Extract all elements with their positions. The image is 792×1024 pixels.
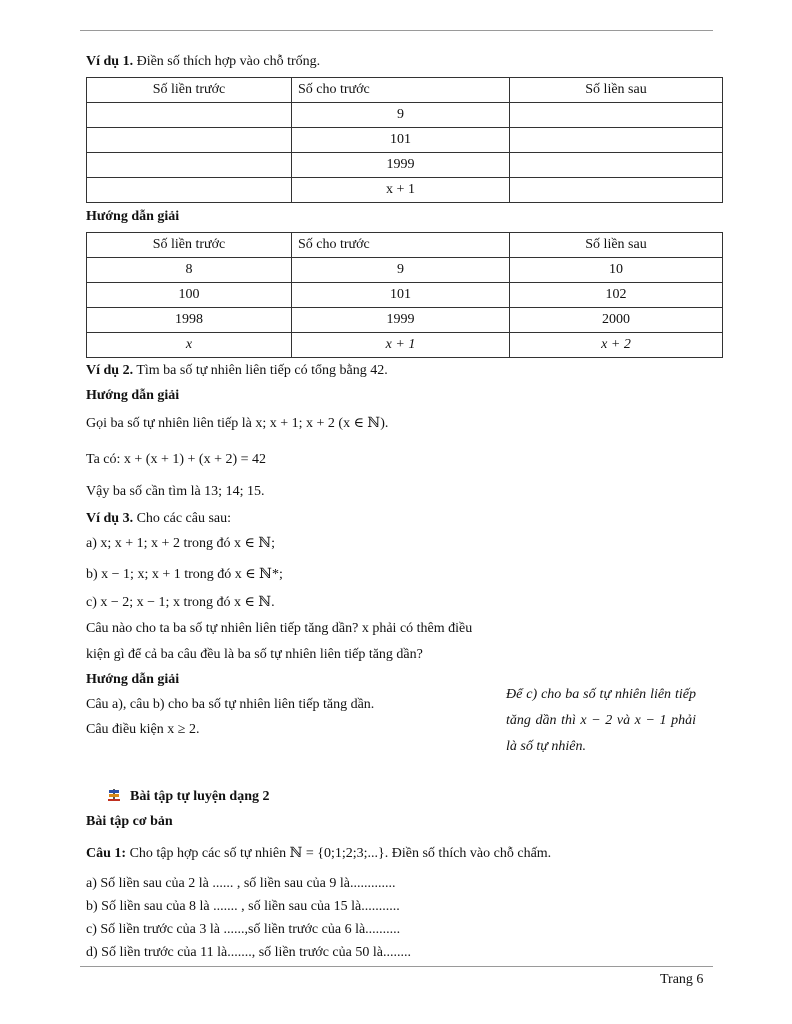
table-cell: 9 bbox=[292, 103, 510, 128]
table-row bbox=[87, 283, 723, 308]
ex2-line-3: Vậy ba số cần tìm là 13; 14; 15. bbox=[86, 484, 265, 499]
ex3-item-b: b) x − 1; x; x + 1 trong đó x ∈ ℕ*; bbox=[86, 567, 283, 582]
ex3-answer-2: Câu điều kiện x ≥ 2. bbox=[86, 722, 200, 737]
table-row bbox=[87, 333, 723, 358]
table-cell bbox=[87, 103, 292, 128]
ex3-heading bbox=[86, 510, 231, 528]
ex3-text: Cho các câu sau: bbox=[133, 511, 232, 526]
header-cell: Số liền trước bbox=[87, 233, 292, 258]
practice-item-d: d) Số liền trước của 11 là......., số liền trước của 50 là........ bbox=[86, 945, 411, 960]
table-cell: 9 bbox=[292, 258, 510, 283]
flag-bullet-icon bbox=[108, 789, 120, 801]
ex3-title: Ví dụ 3. bbox=[86, 511, 134, 526]
ex3-solution-heading: Hướng dẫn giải bbox=[86, 672, 180, 687]
table-cell: 1999 bbox=[292, 308, 510, 333]
table-cell bbox=[510, 178, 723, 203]
sol1-heading: Hướng dẫn giải bbox=[86, 209, 180, 224]
table-header-row bbox=[87, 78, 723, 103]
table-row bbox=[87, 153, 723, 178]
ex3-item-c: c) x − 2; x − 1; x trong đó x ∈ ℕ. bbox=[86, 595, 275, 610]
table-cell bbox=[510, 153, 723, 178]
ex2-text: Tìm ba số tự nhiên liên tiếp có tổng bằng 42. bbox=[133, 363, 388, 378]
header-cell: Số cho trước bbox=[292, 233, 510, 258]
table-cell: 8 bbox=[87, 258, 292, 283]
table-cell: 100 bbox=[87, 283, 292, 308]
table-cell: 10 bbox=[510, 258, 723, 283]
header-cell: Số liền trước bbox=[87, 78, 292, 103]
header-cell: Số liền sau bbox=[510, 233, 723, 258]
practice-section-label: Bài tập tự luyện dạng 2 bbox=[130, 789, 270, 804]
table-cell: 1998 bbox=[87, 308, 292, 333]
practice-item-a: a) Số liền sau của 2 là ...... , số liền sau của 9 là............. bbox=[86, 876, 396, 891]
ex1-title: Ví dụ 1. bbox=[86, 54, 134, 69]
ex2-heading bbox=[86, 362, 388, 380]
ex3-answer-1: Câu a), câu b) cho ba số tự nhiên liên tiếp tăng dần. bbox=[86, 697, 375, 712]
table-row bbox=[87, 258, 723, 283]
table-cell: 101 bbox=[292, 283, 510, 308]
footer-rule bbox=[80, 966, 713, 967]
table-cell bbox=[510, 128, 723, 153]
table-cell: 2000 bbox=[510, 308, 723, 333]
table-cell: x + 1 bbox=[292, 333, 510, 358]
table-row bbox=[87, 308, 723, 333]
table-cell: x + 2 bbox=[510, 333, 723, 358]
ex2-line-1: Gọi ba số tự nhiên liên tiếp là x; x + 1; x + 2 (x ∈ ℕ). bbox=[86, 416, 389, 431]
page-number: Trang 6 bbox=[660, 972, 704, 987]
table-header-row bbox=[87, 233, 723, 258]
practice-question bbox=[86, 845, 551, 863]
ex1-text: Điền số thích hợp vào chỗ trống. bbox=[133, 54, 321, 69]
practice-item-c: c) Số liền trước của 3 là ......,số liền trước của 6 là.......... bbox=[86, 922, 401, 937]
practice-level: Bài tập cơ bản bbox=[86, 814, 173, 829]
ex2-line-2: Ta có: x + (x + 1) + (x + 2) = 42 bbox=[86, 452, 267, 467]
table-cell: x bbox=[87, 333, 292, 358]
ex3-side-note: Để c) cho ba số tự nhiên liên tiếp tăng dần thì x − 2 và x − 1 phải là số tự nhiên. bbox=[506, 687, 696, 754]
ex3-question-line-2: kiện gì để cả ba câu đều là ba số tự nhiên liên tiếp tăng dần? bbox=[86, 647, 423, 662]
ex2-title: Ví dụ 2. bbox=[86, 363, 134, 378]
table-cell bbox=[87, 128, 292, 153]
ex3-item-a: a) x; x + 1; x + 2 trong đó x ∈ ℕ; bbox=[86, 536, 276, 551]
top-rule bbox=[80, 30, 713, 31]
table-cell: x + 1 bbox=[292, 178, 510, 203]
table-row bbox=[87, 178, 723, 203]
sol1-table bbox=[86, 232, 723, 358]
table-cell: 1999 bbox=[292, 153, 510, 178]
table-row bbox=[87, 128, 723, 153]
table-cell bbox=[87, 178, 292, 203]
table-cell: 101 bbox=[292, 128, 510, 153]
ex1-table bbox=[86, 77, 723, 203]
practice-item-b: b) Số liền sau của 8 là ....... , số liền sau của 15 là........... bbox=[86, 899, 400, 914]
ex1-heading bbox=[86, 53, 320, 71]
practice-question-text: Cho tập hợp các số tự nhiên ℕ = {0;1;2;3;...}. Điền số thích vào chỗ chấm. bbox=[126, 846, 552, 861]
table-cell bbox=[510, 103, 723, 128]
ex2-solution-heading: Hướng dẫn giải bbox=[86, 388, 180, 403]
ex3-question-line-1: Câu nào cho ta ba số tự nhiên liên tiếp tăng dần? x phải có thêm điều bbox=[86, 621, 473, 636]
header-cell: Số cho trước bbox=[292, 78, 510, 103]
table-row bbox=[87, 103, 723, 128]
practice-section-title bbox=[108, 788, 270, 806]
practice-question-label: Câu 1: bbox=[86, 846, 127, 861]
header-cell: Số liền sau bbox=[510, 78, 723, 103]
table-cell: 102 bbox=[510, 283, 723, 308]
table-cell bbox=[87, 153, 292, 178]
